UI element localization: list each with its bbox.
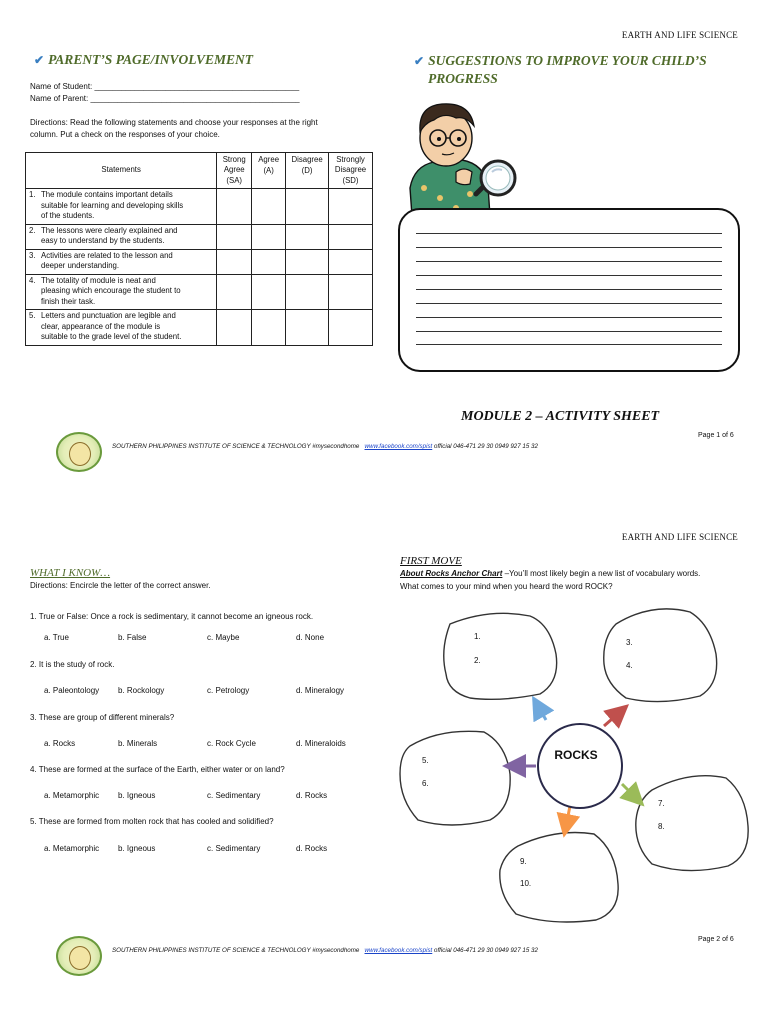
check-cell-a[interactable] [252,249,286,274]
statement-cell: 5. Letters and punctuation are legible and clear, appearance of the module is suitable to the grade level of the student. [26,310,217,346]
table-row [26,310,373,346]
anchor-chart-question: What comes to your mind when you heard the word ROCK? [400,582,613,591]
rock-label-3: 3. [626,638,633,647]
arrow-red [604,712,620,726]
survey-table [25,152,373,346]
check-cell-sd[interactable] [329,274,373,310]
directions-line-2: column. Put a check on the responses of your choice. [30,130,220,139]
check-cell-sd[interactable] [329,310,373,346]
table-row [26,274,373,310]
q3-option-a[interactable]: a. Rocks [44,739,76,748]
rock-label-5: 5. [422,756,429,765]
check-cell-sa[interactable] [217,310,252,346]
arrow-blue [538,706,546,720]
rock-3 [400,731,510,825]
q5-option-d[interactable]: d. Rocks [296,844,328,853]
header-agree: Agree (A) [252,153,286,189]
check-cell-a[interactable] [252,189,286,225]
school-logo [56,936,102,976]
q5-option-b[interactable]: b. Igneous [118,844,156,853]
subject-header: EARTH AND LIFE SCIENCE [621,30,738,40]
check-cell-sd[interactable] [329,189,373,225]
rock-label-4: 4. [626,661,633,670]
first-move-heading: FIRST MOVE [400,555,462,567]
rock-label-9: 9. [520,857,527,866]
rock-5 [500,833,618,923]
check-cell-sa[interactable] [217,249,252,274]
check-cell-sa[interactable] [217,224,252,249]
q4-option-c[interactable]: c. Sedimentary [207,791,261,800]
quiz-directions: Directions: Encircle the letter of the correct answer. [30,581,211,590]
footer: SOUTHERN PHILIPPINES INSTITUTE OF SCIENCE & TECHNOLOGY #mysecondhome www.facebook.com/spist official 046-471 29 30 0949 927 15 32 [112,443,538,450]
page-2 [0,512,768,1024]
q1-option-a[interactable]: a. True [44,633,69,642]
school-logo [56,432,102,472]
rock-label-6: 6. [422,779,429,788]
q3-option-b[interactable]: b. Minerals [118,739,158,748]
check-cell-a[interactable] [252,224,286,249]
what-i-know-heading: WHAT I KNOW… [30,567,111,579]
statement-cell: 4. The totality of module is neat and pleasing which encourage the student to finish their task. [26,274,217,310]
q5-option-c[interactable]: c. Sedimentary [207,844,261,853]
rock-label-8: 8. [658,822,665,831]
check-cell-d[interactable] [286,189,329,225]
check-cell-d[interactable] [286,310,329,346]
q2-option-a[interactable]: a. Paleontology [44,686,100,695]
suggestions-note-box[interactable] [398,208,740,372]
facebook-link[interactable]: www.facebook.com/spist [364,947,433,954]
rock-4 [636,776,748,871]
rock-label-1: 1. [474,632,481,641]
suggestions-heading: ✔ SUGGESTIONS TO IMPROVE YOUR CHILD’S PROGRESS [414,53,707,86]
question-5: 5. These are formed from molten rock that has cooled and solidified? [30,817,274,826]
check-cell-a[interactable] [252,274,286,310]
statement-cell: 1. The module contains important details suitable for learning and developing skills of the students. [26,189,217,225]
q3-option-d[interactable]: d. Mineraloids [296,739,346,748]
module-title: MODULE 2 – ACTIVITY SHEET [461,409,660,424]
facebook-link[interactable]: www.facebook.com/spist [364,443,433,450]
check-icon: ✔ [34,53,45,67]
question-4: 4. These are formed at the surface of the Earth, either water or on land? [30,765,285,774]
rock-label-10: 10. [520,879,532,888]
page-number: Page 2 of 6 [698,936,734,943]
q4-option-b[interactable]: b. Igneous [118,791,156,800]
q1-option-d[interactable]: d. None [296,633,325,642]
rock-label-7: 7. [658,799,665,808]
name-of-student-field[interactable]: Name of Student: ______________________________________________ [30,82,300,91]
statement-cell: 2. The lessons were clearly explained and easy to understand by the students. [26,224,217,249]
header-disagree: Disagree (D) [286,153,329,189]
q2-option-b[interactable]: b. Rockology [118,686,165,695]
check-cell-d[interactable] [286,224,329,249]
check-cell-sd[interactable] [329,224,373,249]
q2-option-d[interactable]: d. Mineralogy [296,686,345,695]
check-cell-d[interactable] [286,274,329,310]
check-cell-d[interactable] [286,249,329,274]
q2-option-c[interactable]: c. Petrology [207,686,250,695]
rocks-center-circle [538,724,622,808]
directions-line-1: Directions: Read the following statements and choose your responses at the right [30,118,318,127]
q1-option-c[interactable]: c. Maybe [207,633,240,642]
table-row [26,224,373,249]
header-statements: Statements [26,153,217,189]
check-cell-a[interactable] [252,310,286,346]
q4-option-a[interactable]: a. Metamorphic [44,791,100,800]
name-of-parent-field[interactable]: Name of Parent: _______________________________________________ [30,94,300,103]
check-cell-sa[interactable] [217,274,252,310]
table-header-row [26,153,373,189]
question-3: 3. These are group of different minerals? [30,713,175,722]
check-cell-sd[interactable] [329,249,373,274]
check-icon: ✔ [414,54,425,68]
boy-magnifier-illustration [400,98,520,216]
page-1 [0,0,768,506]
q4-option-d[interactable]: d. Rocks [296,791,328,800]
arrow-green [622,784,636,798]
parent-page-heading: ✔ PARENT’S PAGE/INVOLVEMENT [34,52,253,67]
statement-cell: 3. Activities are related to the lesson and deeper understanding. [26,249,217,274]
header-strong-agree: Strong Agree (SA) [217,153,252,189]
arrow-orange [566,806,570,826]
page-number: Page 1 of 6 [698,432,734,439]
footer: SOUTHERN PHILIPPINES INSTITUTE OF SCIENCE & TECHNOLOGY #mysecondhome www.facebook.com/spist official 046-471 29 30 0949 927 15 32 [112,947,538,954]
rock-2 [604,609,717,702]
anchor-chart-intro: About Rocks Anchor Chart –You’ll most likely begin a new list of vocabulary words. [400,569,701,578]
rock-label-2: 2. [474,656,481,665]
question-1: 1. True or False: Once a rock is sedimentary, it cannot become an igneous rock. [30,612,314,621]
rocks-center-label: ROCKS [554,748,598,762]
table-row [26,249,373,274]
q3-option-c[interactable]: c. Rock Cycle [207,739,256,748]
q1-option-b[interactable]: b. False [118,633,147,642]
q5-option-a[interactable]: a. Metamorphic [44,844,100,853]
rock-1 [444,613,557,699]
question-2: 2. It is the study of rock. [30,660,115,669]
check-cell-sa[interactable] [217,189,252,225]
subject-header: EARTH AND LIFE SCIENCE [621,532,738,542]
table-row [26,189,373,225]
header-strongly-disagree: Strongly Disagree (SD) [329,153,373,189]
